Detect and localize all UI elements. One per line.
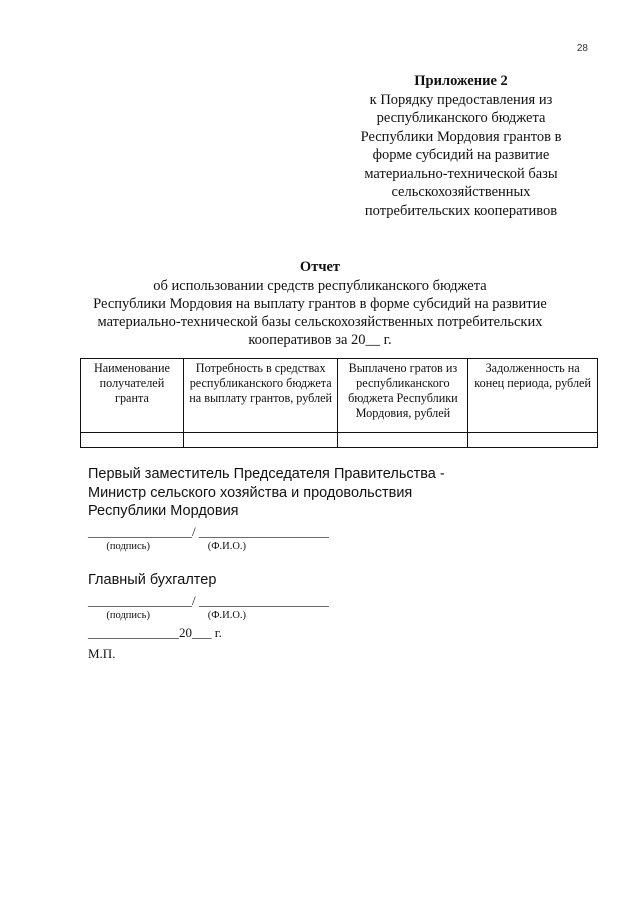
accountant-signature-captions: (подпись) (Ф.И.О.): [88, 610, 247, 621]
appendix-line: сельскохозяйственных: [391, 184, 531, 200]
report-line: кооперативов за 20__ г.: [248, 332, 392, 348]
table-cell: [183, 433, 338, 448]
appendix-line: республиканского бюджета: [376, 110, 546, 126]
header-recipient-name: Наименование получателей гранта: [81, 359, 184, 433]
official-title-line: Министр сельского хозяйства и продовольствия: [88, 484, 413, 501]
appendix-header: [346, 72, 576, 220]
header-debt: Задолженность на конец периода, рублей: [468, 359, 598, 433]
accountant-title: Главный бухгалтер: [88, 572, 217, 588]
appendix-line: потребительских кооперативов: [364, 202, 558, 219]
header-budget-need: Потребность в средствах республиканского бюджета на выплату грантов, рублей: [183, 359, 338, 433]
appendix-line: материально-технической базы: [364, 165, 558, 182]
accountant-signature-line: ________________/ ____________________: [88, 592, 329, 608]
report-line: Республики Мордовия на выплату грантов в форме субсидий на развитие: [93, 296, 547, 312]
report-title: Отчет: [299, 259, 341, 275]
official-title-line: Первый заместитель Председателя Правительства -: [88, 466, 445, 482]
appendix-line: форме субсидий на развитие: [372, 147, 550, 163]
report-line: об использовании средств республиканского бюджета: [153, 278, 487, 294]
appendix-line: Республики Мордовия грантов в: [360, 128, 562, 145]
stamp-place-label: М.П.: [88, 645, 116, 661]
official-title-line: Республики Мордовия: [88, 503, 239, 519]
signature-section: [88, 465, 488, 663]
table-cell: [81, 433, 184, 448]
report-table: [80, 358, 598, 448]
date-line: ______________20___ г.: [88, 625, 222, 640]
report-heading: [80, 258, 560, 349]
official-signature-line: ________________/ ____________________: [88, 523, 329, 539]
appendix-line: к Порядку предоставления из: [369, 91, 553, 108]
report-line: материально-технической базы сельскохозяйственных потребительских: [97, 314, 543, 330]
table-cell: [468, 433, 598, 448]
header-paid-amount: Выплачено гратов из республиканского бюджета Республики Мордовия, рублей: [338, 359, 468, 433]
table-row: [81, 433, 598, 448]
table-header-row: [81, 359, 598, 433]
page-number: 28: [576, 43, 588, 54]
appendix-title: Приложение 2: [414, 73, 508, 89]
table-cell: [338, 433, 468, 448]
official-signature-captions: (подпись) (Ф.И.О.): [88, 541, 247, 552]
